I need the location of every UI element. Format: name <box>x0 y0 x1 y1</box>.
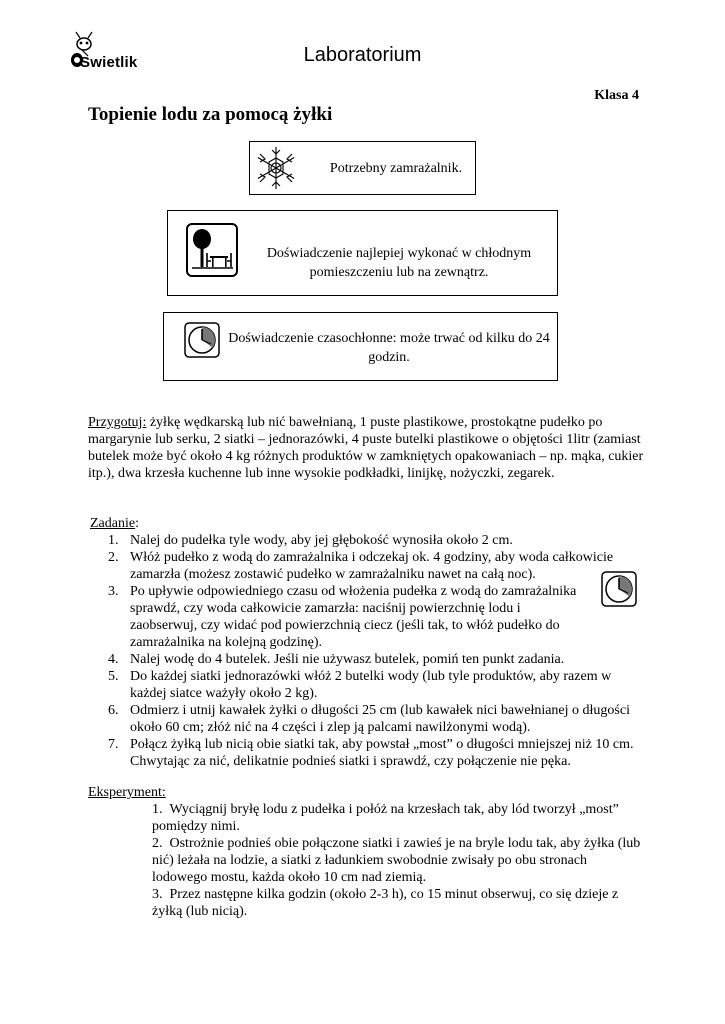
experiment-heading: Topienie lodu za pomocą żyłki <box>88 104 333 125</box>
list-item <box>88 583 640 651</box>
clock-icon <box>601 571 637 607</box>
note-text: Potrzebny zamrażalnik. <box>329 161 463 176</box>
experiment-label: Eksperyment: <box>88 785 166 800</box>
list-number: 6. <box>108 703 119 718</box>
list-number: 2. <box>108 550 119 565</box>
note-freezer <box>249 141 476 195</box>
list-number: 5. <box>108 669 119 684</box>
list-text: Po upływie odpowiedniego czasu od włożenia pudełka z wodą do zamrażalnika sprawdź, czy woda całkowicie zamarzła: naciśnij powierzchnię lodu i zaobserwuj, czy widać pod powierzchnią ciecz (jeśli tak, to włóż pudełko do zamrażalnika na kolejną godzinę). <box>130 584 577 650</box>
prepare-text: żyłkę wędkarską lub nić bawełnianą, 1 puste plastikowe, prostokątne pudełko po margarynie lub serku, 2 siatki – jednorazówki, 4 puste butelki plastikowe o objętości 1litr (zamiast butelek może być około 4 kg różnych produktów w zamkniętych opakowaniach – np. mąka, cukier itp.), dwa krzesła kuchenne lub inne wysokie podkładki, linijkę, nożyczki, zegarek. <box>88 415 644 481</box>
task-list <box>88 532 640 770</box>
list-number: 1. <box>108 533 119 548</box>
step-text: Ostrożnie podnieś obie połączone siatki i zawieś je na bryle lodu tak, aby żyłka (lub nić) leżała na lodzie, a siatki z ładunkiem swobodnie zwisały po obu stronach lodowego mostu, każda około 10 cm nad ziemią. <box>152 836 641 885</box>
experiment-step <box>152 801 642 835</box>
list-text: Do każdej siatki jednorazówki włóż 2 butelki wody (lub tyle produktów, aby razem w każdej siatce ważyły około 2 kg). <box>130 669 612 701</box>
list-text: Włóż pudełko z wodą do zamrażalnika i odczekaj ok. 4 godziny, aby woda całkowicie zamarzła (możesz zostawić pudełko w zamrażalniku nawet na całą noc). <box>130 550 614 582</box>
list-item <box>88 532 640 549</box>
list-text: Nalej do pudełka tyle wody, aby jej głębokość wynosiła około 2 cm. <box>130 533 513 548</box>
task-colon: : <box>135 516 139 531</box>
step-number: 3. <box>152 887 163 902</box>
step-text: Przez następne kilka godzin (około 2-3 h), co 15 minut obserwuj, co się dzieje z żyłką (lub nicią). <box>152 887 619 919</box>
list-text: Nalej wodę do 4 butelek. Jeśli nie używasz butelek, pomiń ten punkt zadania. <box>130 652 565 667</box>
lab-title-text: Laboratorium <box>303 44 422 66</box>
logo-text: Swietlik <box>80 54 138 71</box>
page-title <box>0 44 725 67</box>
note-text: Doświadczenie najlepiej wykonać w chłodnym pomieszczeniu lub na zewnątrz. <box>266 246 532 280</box>
step-text: Wyciągnij bryłę lodu z pudełka i połóż na krzesłach tak, aby lód tworzył „most” pomiędzy nimi. <box>152 802 619 834</box>
snowflake-icon <box>252 144 300 192</box>
list-number: 4. <box>108 652 119 667</box>
experiment-steps <box>152 801 642 920</box>
outdoor-table-icon <box>186 223 238 277</box>
list-text: Połącz żyłką lub nicią obie siatki tak, aby powstał „most” o długości mniejszej niż 10 cm. Chwytając za nić, delikatnie podnieś siatki i sprawdź, czy połączenie nie pęka. <box>130 737 634 769</box>
note-text: Doświadczenie czasochłonne: może trwać od kilku do 24 godzin. <box>228 331 550 365</box>
experiment-step <box>152 835 642 886</box>
task-label: Zadanie <box>90 516 136 531</box>
note-duration <box>163 312 558 381</box>
note-location <box>167 210 558 296</box>
clock-icon <box>184 322 220 358</box>
class-label: Klasa 4 <box>594 88 639 103</box>
step-number: 1. <box>152 802 163 817</box>
task-label-line <box>90 515 650 532</box>
list-item <box>88 549 640 583</box>
list-text: Odmierz i utnij kawałek żyłki o długości 25 cm (lub kawałek nici bawełnianej o długości około 60 cm; złóż nić na 4 części i zlep ją palcami nawilżonymi wodą). <box>130 703 630 735</box>
list-item <box>88 651 640 668</box>
prepare-paragraph <box>88 414 648 482</box>
list-item <box>88 702 640 736</box>
list-item <box>88 736 640 770</box>
prepare-label: Przygotuj: <box>88 415 147 430</box>
experiment-label-line <box>88 784 648 801</box>
list-number: 7. <box>108 737 119 752</box>
list-item <box>88 668 640 702</box>
step-number: 2. <box>152 836 163 851</box>
list-number: 3. <box>108 584 119 599</box>
experiment-step <box>152 886 642 920</box>
